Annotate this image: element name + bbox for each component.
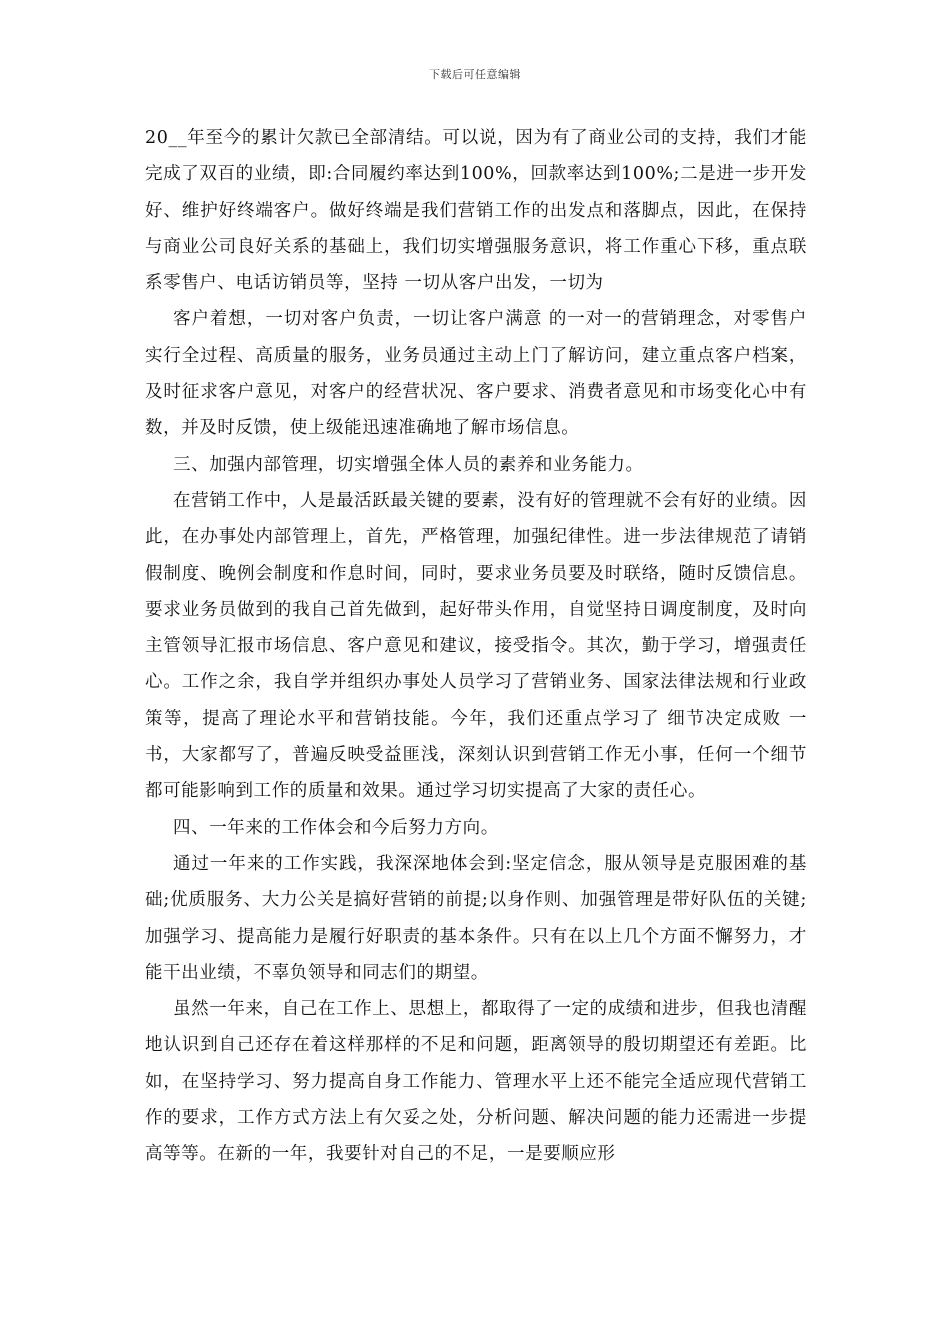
paragraph: 通过一年来的工作实践，我深深地体会到:坚定信念，服从领导是克服困难的基础;优质服务、大力公关是搞好营销的前提;以身作则、加强管理是带好队伍的关键;加强学习、提高能力是履行好职责的基本条件。只有在以上几个方面不懈努力，才能干出业绩，不辜负领导和同志们的期望。 — [145, 853, 807, 983]
document-body — [145, 120, 807, 1173]
paragraph: 在营销工作中，人是最活跃最关键的要素，没有好的管理就不会有好的业绩。因此，在办事处内部管理上，首先，严格管理，加强纪律性。进一步法律规范了请销假制度、晚例会制度和作息时间，同时，要求业务员要及时联络，随时反馈信息。要求业务员做到的我自己首先做到，起好带头作用，自觉坚持日调度制度，及时向主管领导汇报市场信息、客户意见和建议，接受指令。其次，勤于学习，增强责任心。工作之余，我自学并组织办事处人员学习了营销业务、国家法律法规和行业政策等，提高了理论水平和营销技能。今年，我们还重点学习了 细节决定成败 一书，大家都写了，普遍反映受益匪浅，深刻认识到营销工作无小事，任何一个细节都可能影响到工作的质量和效果。通过学习切实提高了大家的责任心。 — [145, 490, 807, 802]
paragraph: 虽然一年来，自己在工作上、思想上，都取得了一定的成绩和进步，但我也清醒地认识到自己还存在着这样那样的不足和问题，距离领导的殷切期望还有差距。比如，在坚持学习、努力提高自身工作能力、管理水平上还不能完全适应现代营销工作的要求，工作方式方法上有欠妥之处，分析问题、解决问题的能力还需进一步提高等等。在新的一年，我要针对自己的不足，一是要顺应形 — [145, 999, 807, 1165]
paragraph: 客户着想，一切对客户负责，一切让客户满意 的一对一的营销理念，对零售户实行全过程、高质量的服务，业务员通过主动上门了解访问，建立重点客户档案，及时征求客户意见，对客户的经营状况、客户要求、消费者意见和市场变化心中有数，并及时反馈，使上级能迅速准确地了解市场信息。 — [145, 309, 807, 439]
page-header: 下载后可任意编辑 — [429, 68, 521, 81]
section-heading: 四、一年来的工作体会和今后努力方向。 — [173, 817, 499, 838]
section-heading: 三、加强内部管理，切实增强全体人员的素养和业务能力。 — [173, 454, 644, 475]
paragraph-continuation: 20__年至今的累计欠款已全部清结。可以说，因为有了商业公司的支持，我们才能完成了双百的业绩，即:合同履约率达到100%，回款率达到100%;二是进一步开发好、维护好终端客户。做好终端是我们营销工作的出发点和落脚点，因此，在保持与商业公司良好关系的基础上，我们切实增强服务意识，将工作重心下移，重点联系零售户、电话访销员等，坚持 一切从客户出发，一切为 — [145, 128, 807, 294]
